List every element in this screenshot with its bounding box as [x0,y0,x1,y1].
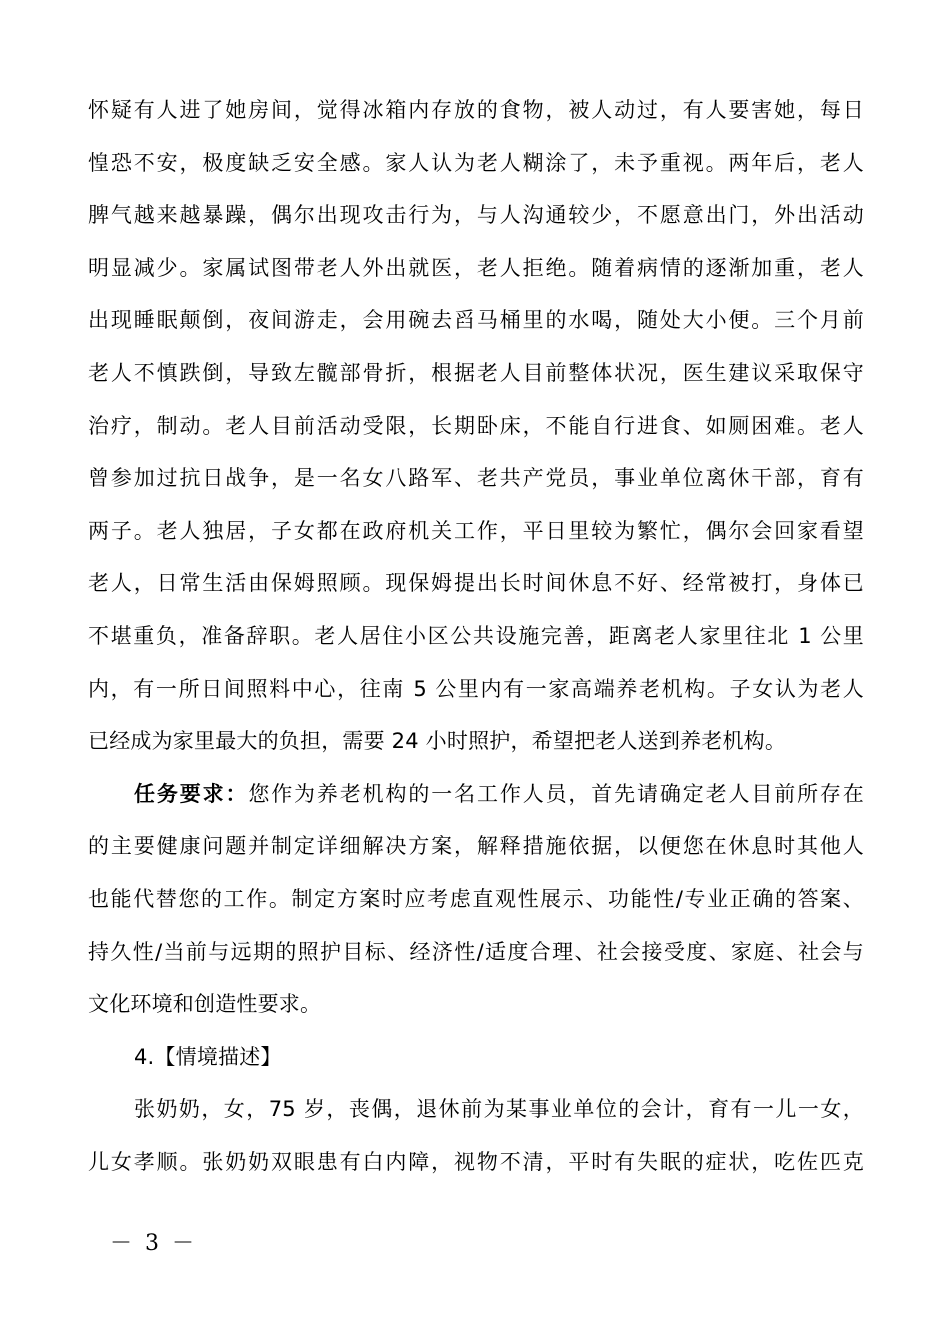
paragraph-line: 老人，日常生活由保姆照顾。现保姆提出长时间休息不好、经常被打，身体已 [88,571,864,596]
task-requirement-line: 文化环境和创造性要求。 [88,992,322,1017]
paragraph-line: 内，有一所日间照料中心，往南 5 公里内有一家高端养老机构。子女认为老人 [88,676,864,701]
task-requirement-first-line [88,768,864,821]
paragraph-line: 不堪重负，准备辞职。老人居住小区公共设施完善，距离老人家里往北 1 公里 [88,623,864,648]
paragraph-line: 怀疑有人进了她房间，觉得冰箱内存放的食物，被人动过，有人要害她，每日 [88,98,864,122]
paragraph-line: 明显减少。家属试图带老人外出就医，老人拒绝。随着病情的逐渐加重，老人 [88,255,864,280]
scenario-line: 儿女孝顺。张奶奶双眼患有白内障，视物不清，平时有失眠的症状，吃佐匹克 [88,1149,864,1174]
paragraph-line: 老人不慎跌倒，导致左髋部骨折，根据老人目前整体状况，医生建议采取保守 [88,360,864,385]
task-requirement-text: 您作为养老机构的一名工作人员，首先请确定老人目前所存在 [248,781,864,806]
task-requirement-line: 持久性/当前与远期的照护目标、经济性/适度合理、社会接受度、家庭、社会与 [88,939,864,964]
scenario-heading: 4.【情境描述】 [134,1044,282,1069]
task-requirement-line: 的主要健康问题并制定详细解决方案，解释措施依据，以便您在休息时其他人 [88,834,864,859]
paragraph-line: 惶恐不安，极度缺乏安全感。家人认为老人糊涂了，未予重视。两年后，老人 [88,150,864,175]
paragraph-line: 两子。老人独居，子女都在政府机关工作，平日里较为繁忙，偶尔会回家看望 [88,518,864,543]
body-text [88,84,864,1188]
paragraph-line: 已经成为家里最大的负担，需要 24 小时照护，希望把老人送到养老机构。 [88,729,787,754]
paragraph-line: 出现睡眠颠倒，夜间游走，会用碗去舀马桶里的水喝，随处大小便。三个月前 [88,308,864,333]
task-requirement-line: 也能代替您的工作。制定方案时应考虑直观性展示、功能性/专业正确的答案、 [88,886,864,911]
paragraph-line: 曾参加过抗日战争，是一名女八路军、老共产党员，事业单位离休干部，育有 [88,466,864,491]
page-number: － 3 － [110,1231,197,1256]
paragraph-line: 治疗，制动。老人目前活动受限，长期卧床，不能自行进食、如厕困难。老人 [88,413,864,438]
task-requirement-label: 任务要求： [134,781,249,806]
paragraph-line: 脾气越来越暴躁，偶尔出现攻击行为，与人沟通较少，不愿意出门，外出活动 [88,203,864,228]
scenario-line: 张奶奶，女，75 岁，丧偶，退休前为某事业单位的会计，育有一儿一女， [134,1097,864,1122]
